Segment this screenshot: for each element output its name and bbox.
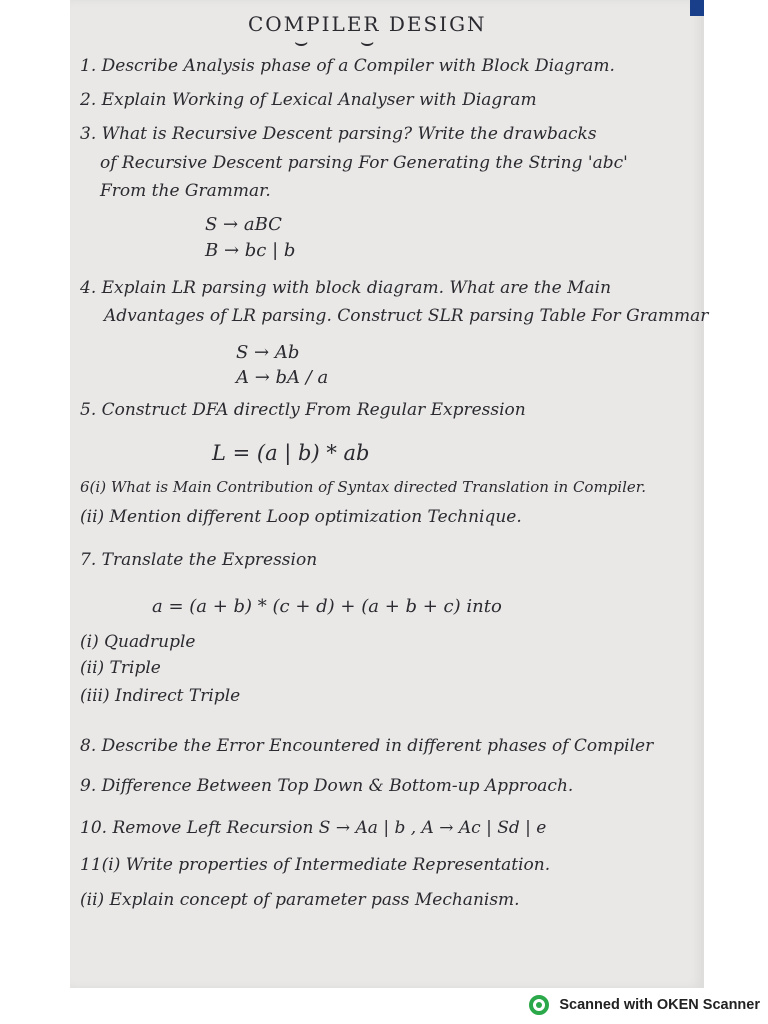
question-2: 2. Explain Working of Lexical Analyser with Diagram: [80, 90, 537, 110]
question-7-part: (iii) Indirect Triple: [80, 686, 241, 706]
question-7: 7. Translate the Expression: [80, 550, 318, 570]
question-6i: 6(i) What is Main Contribution of Syntax directed Translation in Compiler.: [80, 478, 647, 496]
regular-expression: L = (a | b) * ab: [212, 441, 370, 465]
underline-mark: ⌣: [360, 30, 375, 55]
question-10: 10. Remove Left Recursion S → Aa | b , A → Ac | Sd | e: [80, 818, 547, 838]
expression: a = (a + b) * (c + d) + (a + b + c) into: [152, 596, 502, 617]
question-9: 9. Difference Between Top Down & Bottom-up Approach.: [80, 776, 574, 796]
question-7-part: (ii) Triple: [80, 658, 161, 678]
scanner-watermark: [529, 992, 760, 1018]
grammar-rule: S → Ab: [236, 342, 300, 363]
question-11ii: (ii) Explain concept of parameter pass Mechanism.: [80, 890, 520, 910]
question-5: 5. Construct DFA directly From Regular Expression: [80, 400, 526, 420]
page-corner-mark: [690, 0, 704, 16]
scanner-watermark-text: Scanned with OKEN Scanner: [559, 997, 760, 1013]
grammar-rule: A → bA / a: [236, 367, 329, 388]
scanner-logo-icon: [529, 995, 549, 1015]
underline-mark: ⌣: [294, 30, 309, 55]
question-8: 8. Describe the Error Encountered in different phases of Compiler: [80, 736, 654, 756]
question-4: 4. Explain LR parsing with block diagram. What are the Main: [80, 278, 612, 298]
question-4-cont: Advantages of LR parsing. Construct SLR parsing Table For Grammar: [104, 306, 709, 326]
grammar-rule: B → bc | b: [205, 240, 296, 261]
question-11i: 11(i) Write properties of Intermediate Representation.: [80, 855, 551, 875]
question-3-cont: From the Grammar.: [100, 181, 271, 201]
question-1: 1. Describe Analysis phase of a Compiler with Block Diagram.: [80, 56, 615, 76]
question-6ii: (ii) Mention different Loop optimization Technique.: [80, 507, 522, 527]
question-3-cont: of Recursive Descent parsing For Generating the String 'abc': [100, 153, 628, 173]
page-title: COMPILER DESIGN: [248, 12, 487, 36]
grammar-rule: S → aBC: [205, 214, 282, 235]
question-3: 3. What is Recursive Descent parsing? Write the drawbacks: [80, 124, 597, 144]
question-7-part: (i) Quadruple: [80, 632, 196, 652]
